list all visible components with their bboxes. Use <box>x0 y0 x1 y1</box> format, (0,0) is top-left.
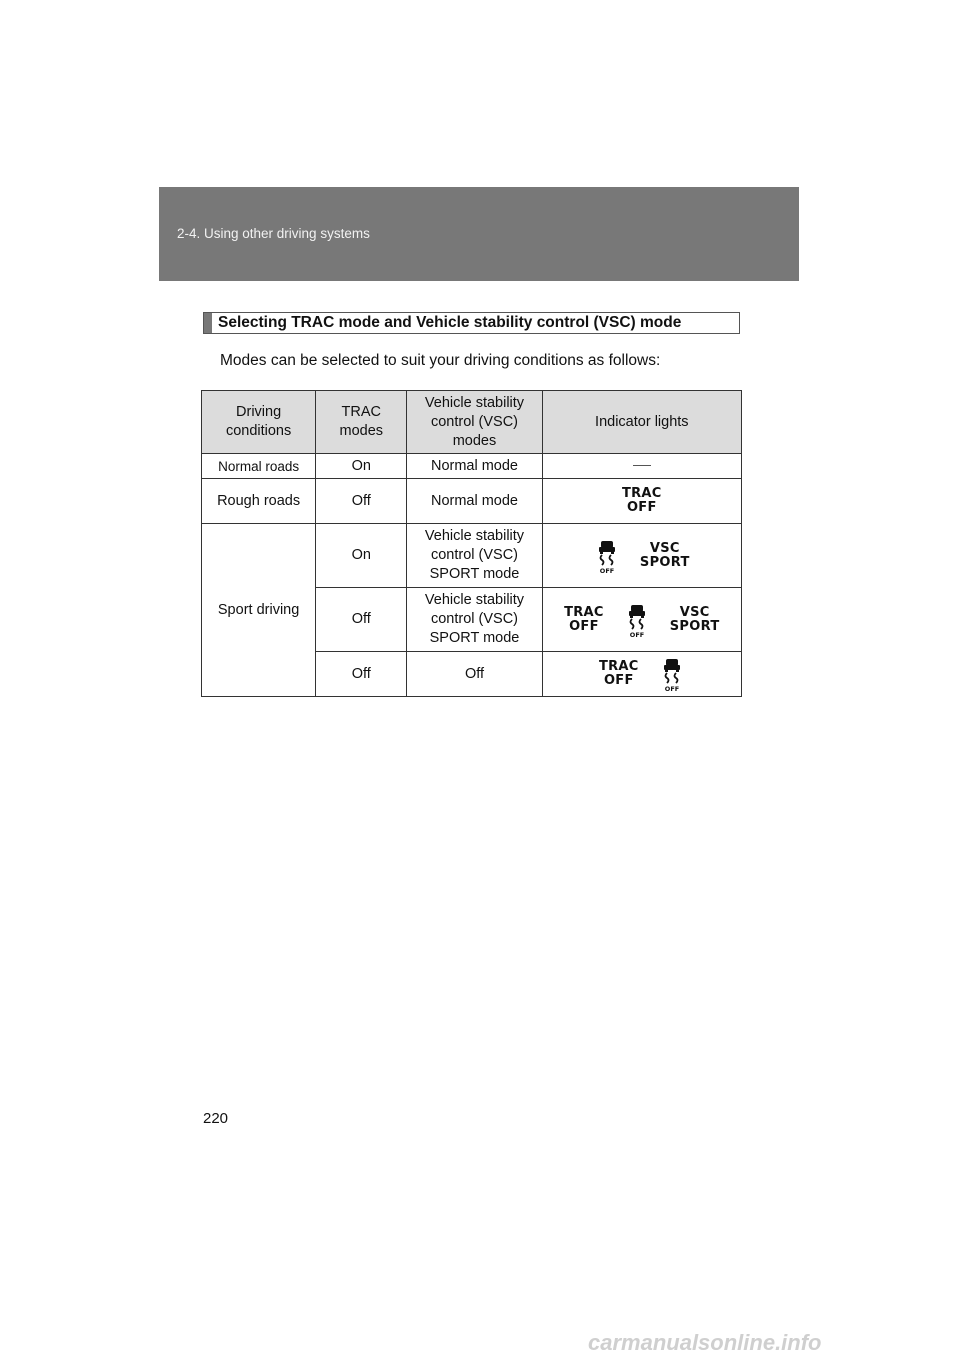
table-row <box>202 454 742 479</box>
cell-trac: On <box>316 454 407 479</box>
svg-text:OFF: OFF <box>664 685 679 692</box>
cell-indicator <box>542 454 741 479</box>
vsc-sport-indicator <box>670 606 720 634</box>
watermark-logo[interactable]: carmanualsonline.info <box>588 1330 822 1355</box>
indicator-text: TRAC <box>621 486 662 501</box>
cell-text: control (VSC) <box>430 611 518 627</box>
header-trac <box>316 391 407 454</box>
cell-vsc: Normal mode <box>407 454 542 479</box>
indicator-text: OFF <box>626 500 657 515</box>
cell-condition: Normal roads <box>202 454 316 479</box>
trac-off-indicator <box>547 487 737 515</box>
cell-text: SPORT mode <box>429 566 520 582</box>
cell-indicator <box>542 524 741 588</box>
header-text: Driving <box>236 404 282 420</box>
header-band <box>159 187 799 281</box>
indicator-text: SPORT <box>669 618 720 634</box>
indicator-text: SPORT <box>639 554 690 570</box>
header-indicator: Indicator lights <box>542 391 741 454</box>
cell-trac: Off <box>316 588 407 652</box>
svg-text:OFF: OFF <box>599 566 615 574</box>
indicator-text: TRAC <box>598 659 639 674</box>
cell-vsc: Normal mode <box>407 479 542 524</box>
indicator-text: TRAC <box>564 604 604 620</box>
cell-vsc: Off <box>407 652 542 697</box>
svg-text:OFF: OFF <box>629 630 644 638</box>
trac-off-indicator <box>599 660 639 688</box>
table-row <box>202 524 742 588</box>
cell-condition: Rough roads <box>202 479 316 524</box>
cell-trac: On <box>316 524 407 588</box>
skid-off-icon <box>624 602 650 638</box>
cell-vsc <box>407 588 542 652</box>
header-conditions <box>202 391 316 454</box>
heading-text: Selecting TRAC mode and Vehicle stability control (VSC) mode <box>218 314 682 331</box>
indicator-text: VSC <box>649 540 680 556</box>
skid-off-icon <box>594 538 620 574</box>
indicator-text: VSC <box>679 604 710 620</box>
header-text: Vehicle stability <box>424 394 525 411</box>
cell-trac: Off <box>316 479 407 524</box>
table-row <box>202 479 742 524</box>
indicator-text: OFF <box>603 673 634 688</box>
header-text: TRAC <box>341 404 382 420</box>
cell-text: Vehicle stability <box>424 592 525 608</box>
table-header-row <box>202 391 742 454</box>
page-number: 220 <box>203 1110 229 1127</box>
cell-text: Vehicle stability <box>424 528 525 544</box>
section-breadcrumb: 2-4. Using other driving systems <box>177 226 370 241</box>
cell-indicator <box>542 588 741 652</box>
trac-off-indicator <box>564 606 604 634</box>
cell-text: control (VSC) <box>430 547 518 563</box>
cell-indicator <box>542 652 741 697</box>
cell-indicator <box>542 479 741 524</box>
modes-table <box>201 390 742 697</box>
indicator-text: OFF <box>569 618 599 634</box>
cell-vsc <box>407 524 542 588</box>
header-vsc <box>407 391 542 454</box>
section-heading <box>203 312 740 334</box>
intro-text: Modes can be selected to suit your driving conditions as follows: <box>220 352 661 369</box>
cell-text: SPORT mode <box>429 630 520 646</box>
header-text: modes <box>339 423 384 439</box>
skid-off-icon <box>659 656 685 692</box>
header-text: control (VSC) <box>430 413 518 430</box>
header-text: modes <box>452 432 497 449</box>
cell-trac: Off <box>316 652 407 697</box>
heading-bar <box>204 313 212 333</box>
no-indicator-dash <box>633 465 651 466</box>
header-text: conditions <box>225 423 292 439</box>
vsc-sport-indicator <box>640 542 690 570</box>
cell-condition: Sport driving <box>202 524 316 697</box>
